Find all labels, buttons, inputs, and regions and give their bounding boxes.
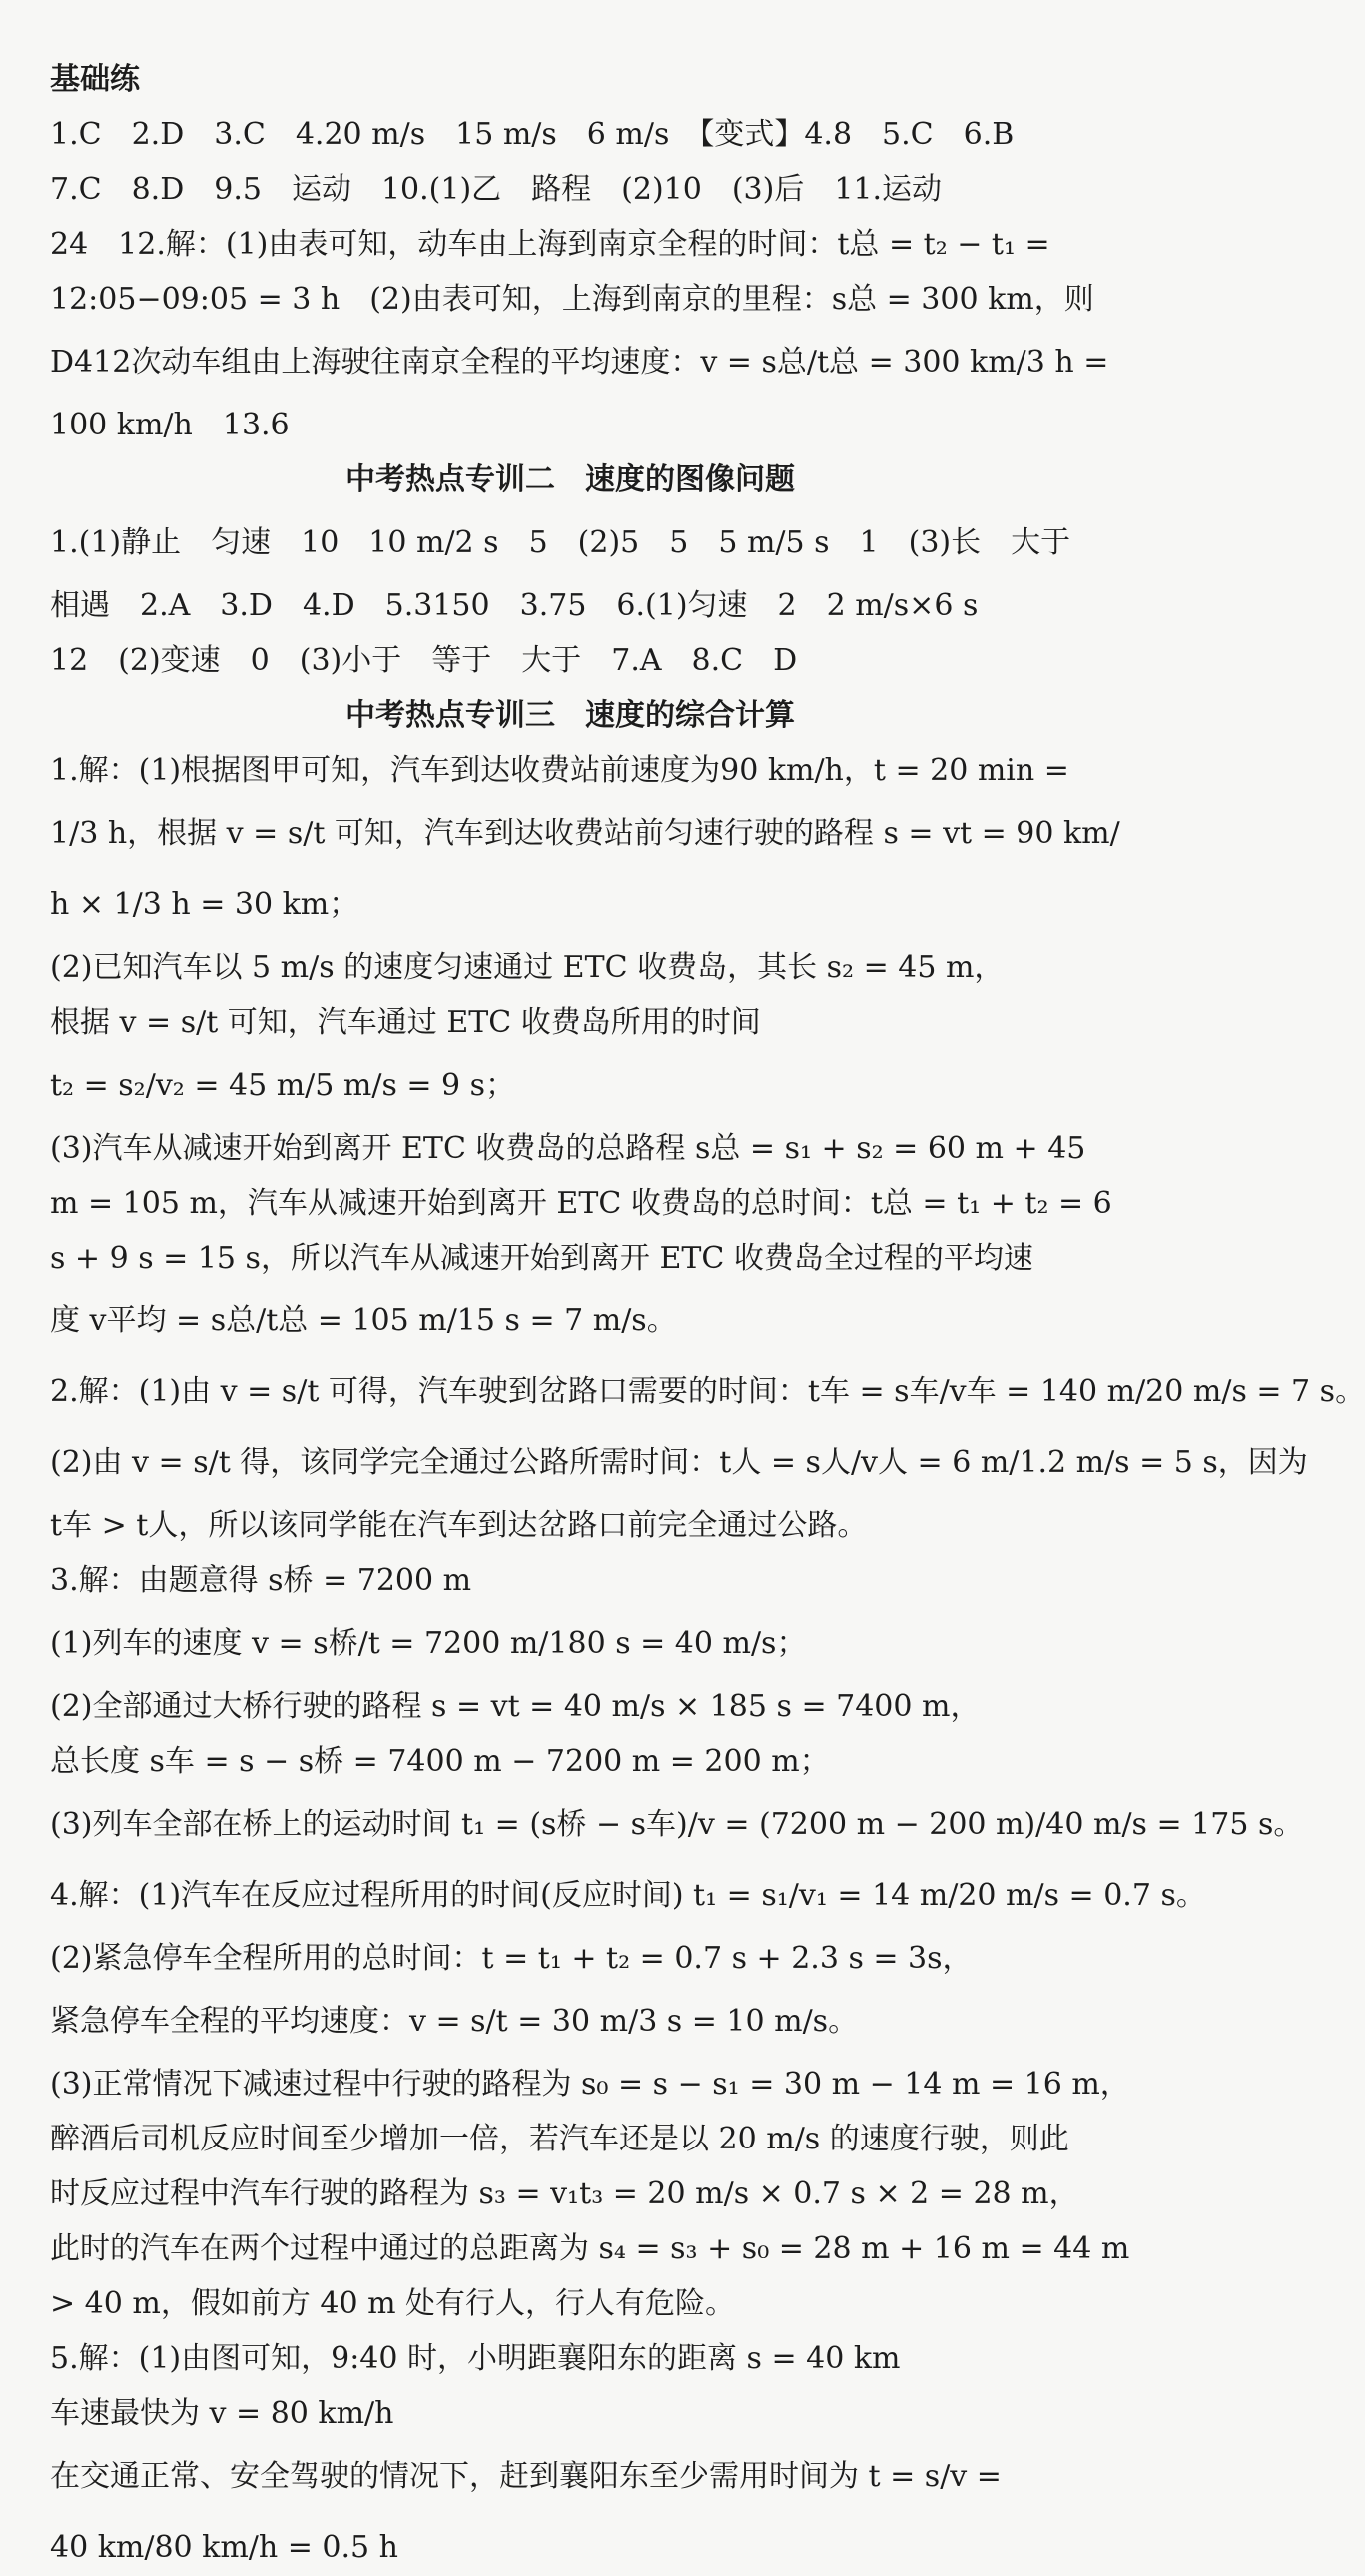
answer-line: 3.解：由题意得 s桥 = 7200 m bbox=[50, 1563, 472, 1598]
answer-line: 醉酒后司机反应时间至少增加一倍，若汽车还是以 20 m/s 的速度行驶，则此 bbox=[50, 2122, 1069, 2156]
answer-line: 在交通正常、安全驾驶的情况下，赶到襄阳东至少需用时间为 t = s/v = bbox=[50, 2459, 1002, 2494]
answer-line: s + 9 s = 15 s，所以汽车从减速开始到离开 ETC 收费岛全过程的平均速 bbox=[50, 1241, 1033, 1276]
answer-line: (2)由 v = s/t 得，该同学完全通过公路所需时间：t人 = s人/v人 = 6 m/1.2 m/s = 5 s，因为 bbox=[50, 1445, 1308, 1480]
answer-line: 100 km/h 13.6 bbox=[50, 408, 290, 442]
answer-line: 7.C 8.D 9.5 运动 10.(1)乙 路程 (2)10 (3)后 11.运动 bbox=[50, 172, 943, 207]
answer-line: 1.解：(1)根据图甲可知，汽车到达收费站前速度为90 km/h，t = 20 min = bbox=[50, 753, 1069, 788]
answer-line: > 40 m，假如前方 40 m 处有行人，行人有危险。 bbox=[50, 2286, 736, 2321]
answer-line: h × 1/3 h = 30 km； bbox=[50, 887, 359, 922]
answer-line: (2)已知汽车以 5 m/s 的速度匀速通过 ETC 收费岛，其长 s₂ = 45 m， bbox=[50, 950, 1005, 985]
answer-line: 总长度 s车 = s − s桥 = 7400 m − 7200 m = 200 m； bbox=[50, 1744, 830, 1779]
answer-line: 12 (2)变速 0 (3)小于 等于 大于 7.A 8.C D bbox=[50, 643, 798, 678]
answer-line: 4.解：(1)汽车在反应过程所用的时间(反应时间) t₁ = s₁/v₁ = 14 m/20 m/s = 0.7 s。 bbox=[50, 1878, 1206, 1913]
answer-line: 度 v平均 = s总/t总 = 105 m/15 s = 7 m/s。 bbox=[50, 1303, 677, 1338]
answer-line: (3)列车全部在桥上的运动时间 t₁ = (s桥 − s车)/v = (7200 m − 200 m)/40 m/s = 175 s。 bbox=[50, 1807, 1304, 1842]
answer-line: 24 12.解：(1)由表可知，动车由上海到南京全程的时间：t总 = t₂ − t₁ = bbox=[50, 227, 1050, 262]
answer-line: t₂ = s₂/v₂ = 45 m/5 m/s = 9 s； bbox=[50, 1068, 516, 1103]
answer-line: 2.解：(1)由 v = s/t 可得，汽车驶到岔路口需要的时间：t车 = s车/v车 = 140 m/20 m/s = 7 s。 bbox=[50, 1374, 1365, 1409]
answer-line: 1.(1)静止 匀速 10 10 m/2 s 5 (2)5 5 5 m/5 s 1 (3)长 大于 bbox=[50, 525, 1071, 560]
section-heading-hotspot-3: 中考热点专训三 速度的综合计算 bbox=[345, 698, 795, 733]
answer-line: (2)全部通过大桥行驶的路程 s = vt = 40 m/s × 185 s = 7400 m， bbox=[50, 1689, 981, 1724]
answer-line: (2)紧急停车全程所用的总时间：t = t₁ + t₂ = 0.7 s + 2.3 s = 3s， bbox=[50, 1941, 973, 1976]
answer-line: m = 105 m，汽车从减速开始到离开 ETC 收费岛的总时间：t总 = t₁ + t₂ = 6 bbox=[50, 1186, 1112, 1221]
answer-line: t车 > t人，所以该同学能在汽车到达岔路口前完全通过公路。 bbox=[50, 1508, 868, 1543]
section-heading-basic-practice: 基础练 bbox=[50, 62, 140, 97]
answer-line: 根据 v = s/t 可知，汽车通过 ETC 收费岛所用的时间 bbox=[50, 1005, 761, 1040]
answer-line: 车速最快为 v = 80 km/h bbox=[50, 2396, 394, 2431]
answer-line: 此时的汽车在两个过程中通过的总距离为 s₄ = s₃ + s₀ = 28 m + 16 m = 44 m bbox=[50, 2231, 1130, 2266]
answer-line: (3)正常情况下减速过程中行驶的路程为 s₀ = s − s₁ = 30 m − 14 m = 16 m， bbox=[50, 2067, 1130, 2102]
answer-line: 时反应过程中汽车行驶的路程为 s₃ = v₁t₃ = 20 m/s × 0.7 s × 2 = 28 m， bbox=[50, 2176, 1079, 2211]
answer-line: 相遇 2.A 3.D 4.D 5.3150 3.75 6.(1)匀速 2 2 m/s×6 s bbox=[50, 588, 979, 623]
answer-line: D412次动车组由上海驶往南京全程的平均速度：v = s总/t总 = 300 km/3 h = bbox=[50, 345, 1109, 380]
answer-line: 紧急停车全程的平均速度：v = s/t = 30 m/3 s = 10 m/s。 bbox=[50, 2004, 859, 2039]
answer-line: 12:05−09:05 = 3 h (2)由表可知，上海到南京的里程：s总 = 300 km，则 bbox=[50, 282, 1094, 317]
section-heading-hotspot-2: 中考热点专训二 速度的图像问题 bbox=[345, 462, 795, 497]
answer-line: (3)汽车从减速开始到离开 ETC 收费岛的总路程 s总 = s₁ + s₂ = 60 m + 45 bbox=[50, 1131, 1086, 1166]
answer-line: 40 km/80 km/h = 0.5 h bbox=[50, 2530, 398, 2565]
answer-line: 5.解：(1)由图可知，9:40 时，小明距襄阳东的距离 s = 40 km bbox=[50, 2341, 901, 2376]
answer-line: (1)列车的速度 v = s桥/t = 7200 m/180 s = 40 m/s； bbox=[50, 1626, 807, 1661]
answer-line: 1/3 h，根据 v = s/t 可知，汽车到达收费站前匀速行驶的路程 s = vt = 90 km/ bbox=[50, 816, 1120, 851]
answer-line: 1.C 2.D 3.C 4.20 m/s 15 m/s 6 m/s 【变式】4.8 5.C 6.B bbox=[50, 117, 1015, 152]
